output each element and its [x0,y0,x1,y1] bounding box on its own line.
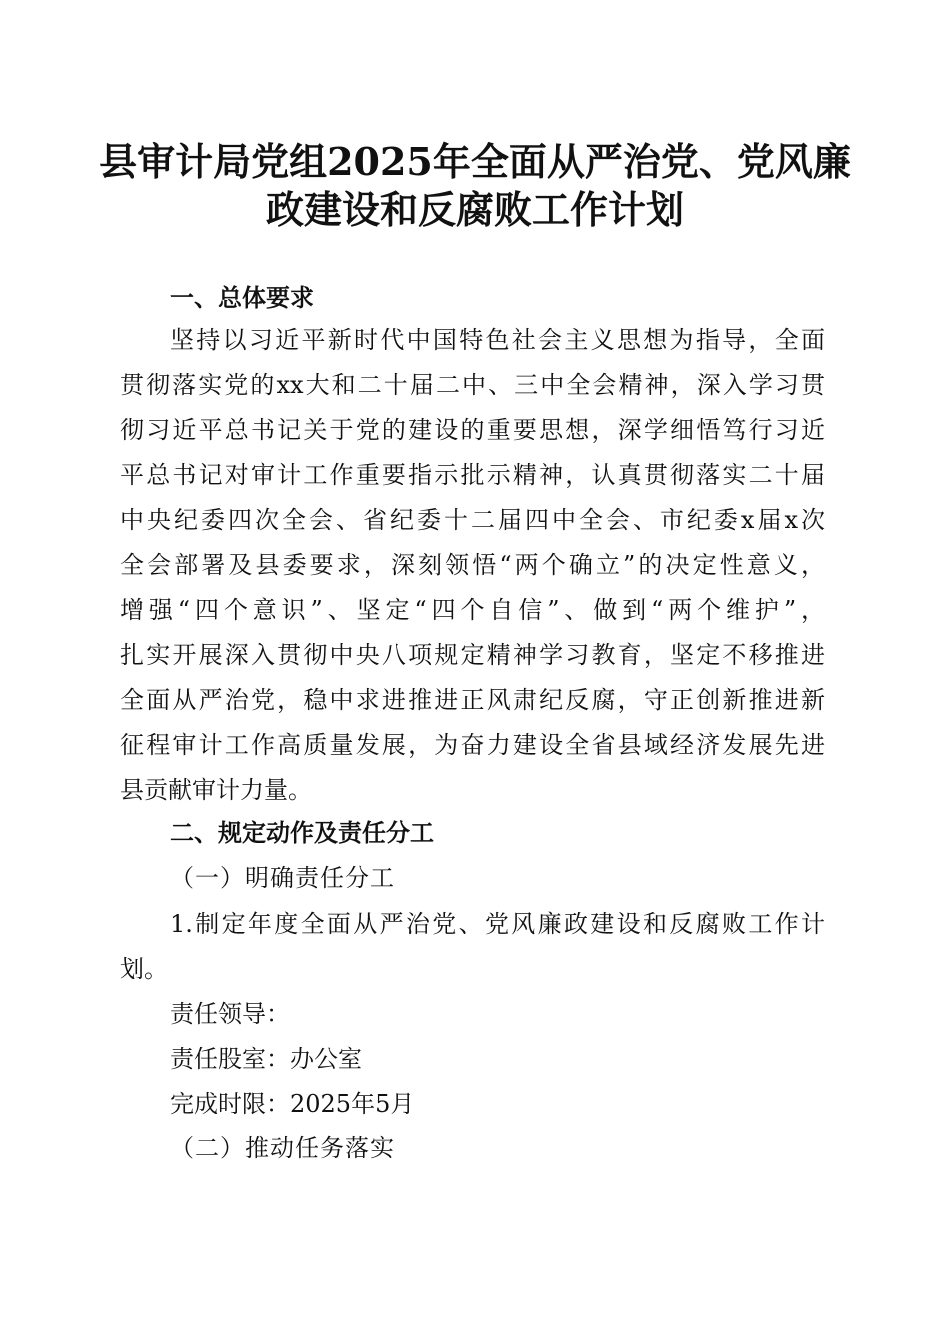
completion-deadline: 完成时限：2025年5月 [170,1090,415,1118]
subsection-2-heading: （二）推动任务落实 [170,1134,395,1162]
section-1-paragraph-line: 平总书记对审计工作重要指示批示精神，认真贯彻落实二十届 [120,461,825,489]
responsible-leader: 责任领导： [170,1000,290,1028]
item-1-line: 1.制定年度全面从严治党、党风廉政建设和反腐败工作计 [170,910,825,938]
section-2-heading: 二、规定动作及责任分工 [170,819,434,847]
document-title-line-2: 政建设和反腐败工作计划 [265,187,684,232]
section-1-paragraph-line: 全面从严治党，稳中求进推进正风肃纪反腐，守正创新推进新 [120,686,825,714]
responsible-department: 责任股室：办公室 [170,1045,362,1073]
section-1-paragraph-line: 中央纪委四次全会、省纪委十二届四中全会、市纪委x届x次 [120,506,825,534]
section-1-paragraph-line: 坚持以习近平新时代中国特色社会主义思想为指导，全面 [170,326,825,354]
section-1-heading: 一、总体要求 [170,284,314,312]
section-1-paragraph-line: 贯彻落实党的xx大和二十届二中、三中全会精神，深入学习贯 [120,371,825,399]
section-1-paragraph-line: 全会部署及县委要求，深刻领悟“两个确立”的决定性意义， [120,551,825,579]
section-1-paragraph-line: 征程审计工作高质量发展，为奋力建设全省县域经济发展先进 [120,731,825,759]
section-1-paragraph-line: 增强“四个意识”、坚定“四个自信”、做到“两个维护”， [120,596,825,624]
section-1-paragraph-line: 扎实开展深入贯彻中央八项规定精神学习教育，坚定不移推进 [120,641,825,669]
item-1-line: 划。 [120,955,168,983]
subsection-1-heading: （一）明确责任分工 [170,864,395,892]
section-1-paragraph-line: 县贡献审计力量。 [120,776,312,804]
document-title-line-1: 县审计局党组2025年全面从严治党、党风廉 [99,139,851,184]
section-1-paragraph-line: 彻习近平总书记关于党的建设的重要思想，深学细悟笃行习近 [120,416,825,444]
